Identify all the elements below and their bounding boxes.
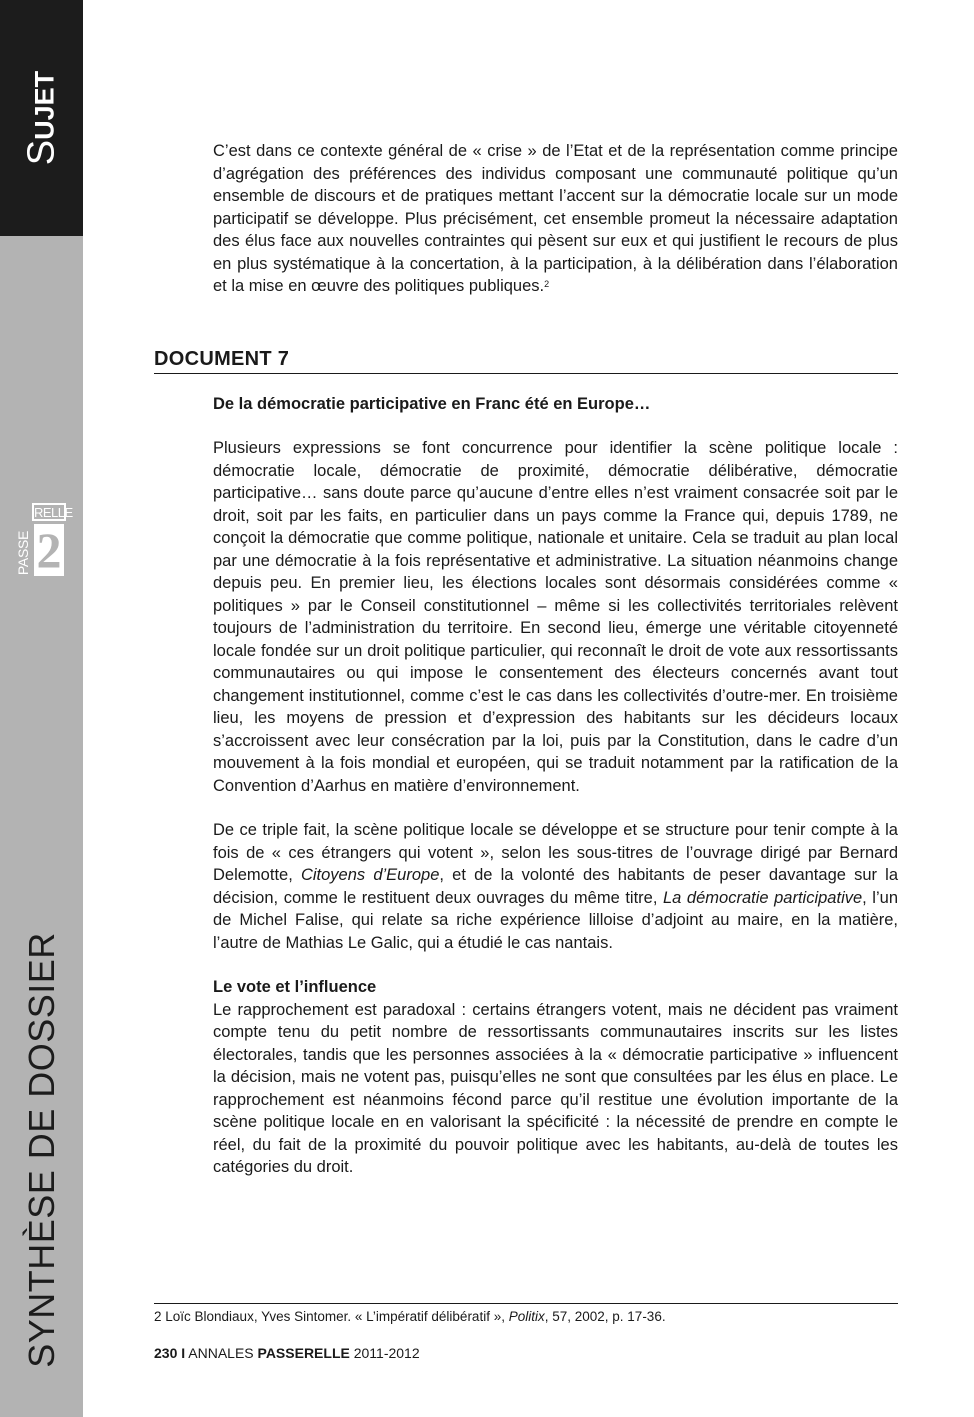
footer-annales: ANNALES — [188, 1345, 254, 1361]
main-content — [154, 140, 898, 1179]
book-title-democratie: La démocratie participative — [663, 888, 863, 907]
paragraph-2: De ce triple fait, la scène politique locale se développe et se structure pour tenir compte à la fois de « ces étrangers qui votent », selon les sous-titres de l’ouvrage dirigé par Bernard Delemotte, Citoyens d’Europe, et de la volonté des habitants de peser davantage sur la décision, comme le restituent deux ouvrages du même titre, La démocratie participative, l’un de Michel Falise, qui relate sa riche expérience lilloise d’adjoint au maire, en la matière, l’autre de Mathias Le Galic, qui a étudié le cas nantais. — [213, 821, 899, 952]
page-footer — [154, 1344, 420, 1362]
logo-number: 2 — [34, 524, 64, 576]
paragraph-1: Plusieurs expressions se font concurrence pour identifier la scène politique locale : démocratie locale, démocratie de proximité, démocratie délibérative, démocratie participative… sans doute parce qu’aucune d’entre elles n’est vraiment consacrée soit par le droit, soit par les faits, en particulier dans un pays comme la France qui, depuis 1789, ne conçoit la démocratie que comme politique, nationale et unitaire. Cela se traduit au plan local par une démocratie à la fois représentative et administrative. La situation néanmoins change depuis peu. En premier lieu, les élections locales sont désormais considérées comme « politiques » par le Conseil constitutionnel – même si les collectivités territoriales relèvent toujours de l’administration du territoire. En second lieu, émerge une véritable citoyenneté locale fondée sur un droit politique particulier, qui reconnaît le droit de vote aux ressortissants communautaires ou qui impose le consentement des électeurs concernés avant tout changement institutionnel, comme c’est le cas dans les collectivités d’outre-mer. En troisième lieu, les moyens de pression et d’expression des habitants sur les décideurs locaux s’accroissent avec leur consécration par la loi, puis par la Constitution, dans le cadre d’un mouvement à la fois mondial et européen, qui se traduit notamment par la ratification de la Convention d’Aarhus en matière d’environnement. — [213, 439, 898, 795]
footer-separator: I — [181, 1345, 186, 1361]
section-label: SUJET — [20, 70, 63, 166]
footer-years: 2011-2012 — [353, 1345, 420, 1361]
footnote-divider — [154, 1303, 898, 1304]
section-tab — [0, 0, 83, 236]
sidebar — [0, 0, 83, 1417]
logo-passe-text: PASSE — [15, 530, 31, 576]
passerelle-logo — [14, 503, 73, 578]
vertical-title: SYNTHÈSE DE DOSSIER — [21, 932, 62, 1368]
footnote-reference: 2 — [544, 279, 550, 289]
footer-brand: PASSERELLE — [257, 1345, 350, 1361]
section-title: Le vote et l’influence — [213, 978, 377, 996]
document-heading: DOCUMENT 7 — [154, 347, 898, 374]
document-subtitle: De la démocratie participative en Franc été en Europe… — [213, 394, 651, 413]
paragraph-3: Le rapprochement est paradoxal : certains étrangers votent, mais ne décident pas vraiment compte tenu du petit nombre de ressortissants communautaires inscrits sur les listes électorales, tandis que les personnes associées à la « démocratie participative » influencent la décision, mais ne votent pas, puisqu’elles ne sont que consultées par les élus en place. Le rapprochement est néanmoins fécond parce qu’il restitue une évolution importante de la scène politique locale en en valorisant la spécificité : la nécessité de prendre en compte le réel, du fait de la proximité du pouvoir politique avec les habitants, au-delà de toutes les catégories du droit. — [213, 1000, 898, 1176]
book-title-citoyens: Citoyens d’Europe — [300, 866, 440, 884]
logo-relle-text: RELLE — [34, 505, 73, 520]
footnote: 2 Loïc Blondiaux, Yves Sintomer. « L’impératif délibératif », Politix, 57, 2002, p. 17-36. — [154, 1309, 666, 1324]
footnote-journal: Politix — [508, 1309, 545, 1324]
page-number: 230 — [154, 1345, 178, 1361]
intro-paragraph: C’est dans ce contexte général de « crise » de l’Etat et de la représentation comme principe d’agrégation des préférences des individus composant une communauté politique qu’un ensemble de discours et de pratiques mettant l’accent sur la démocratie locale sur un mode participatif se développe. Plus précisément, cet ensemble promeut la nécessaire adaptation des élus face aux nouvelles contraintes qui pèsent sur eux et qui justifient le recours de plus en plus systématique à la concertation, à la participation, à la délibération dans l’élaboration et la mise en œuvre des politiques publiques.$^2$ — [213, 142, 898, 295]
